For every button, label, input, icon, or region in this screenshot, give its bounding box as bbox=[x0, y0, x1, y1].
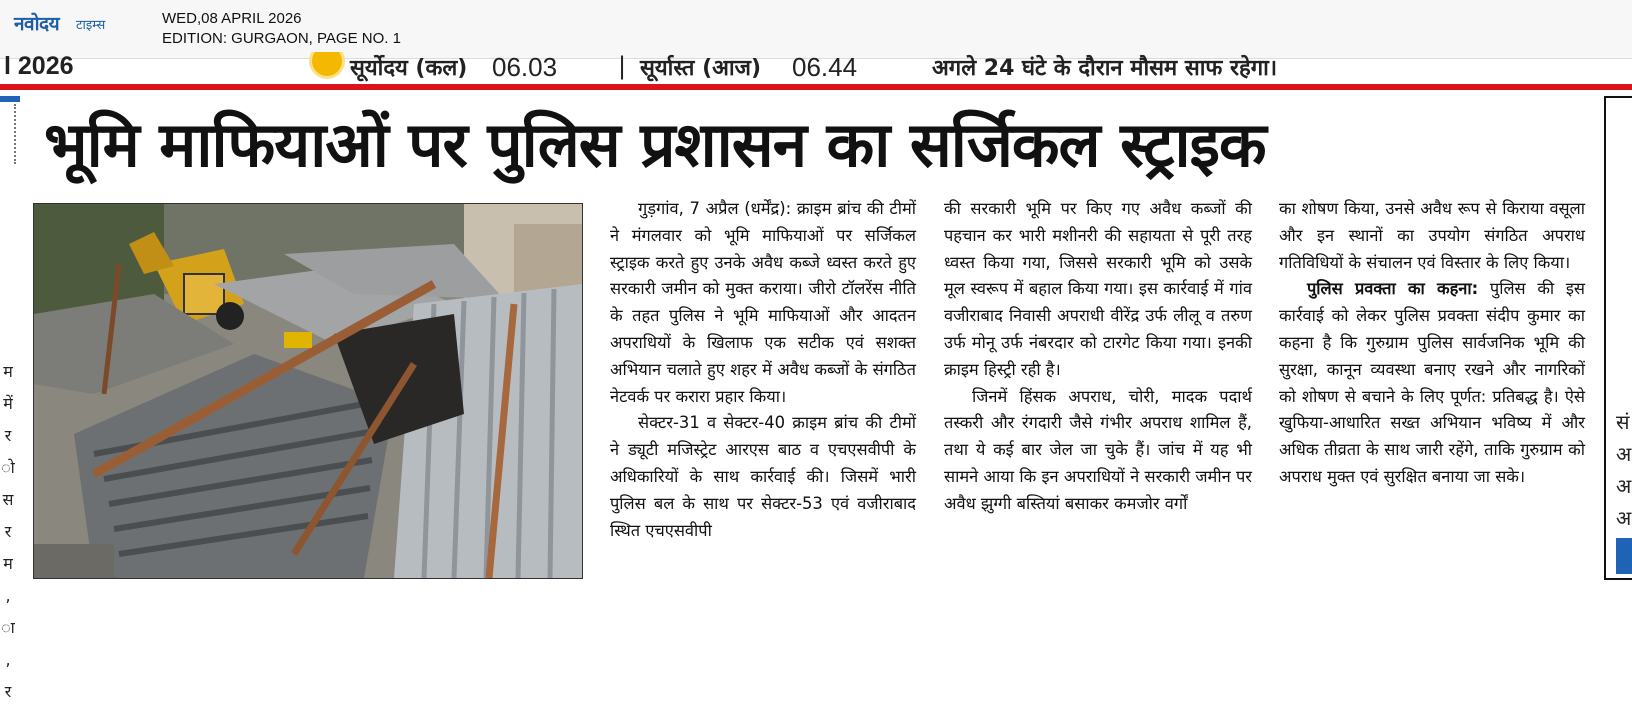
spokesperson-text: पुलिस की इस कार्रवाई को लेकर पुलिस प्रवक्ता संदीप कुमार का कहना है कि गुरुग्राम पुलिस सार्वजनिक भूमि की सुरक्षा, कानून व्यवस्था बनाए रखने और नागरिकों को शोषण से बचाने के लिए पूर्णत: प्रतिबद्ध है। ऐसे खुफिया-आधारित सख्त अभियान भविष्य में और अधिक तीव्रता के साथ जारी रहेंगे, ताकि गुरुग्राम को अपराध मुक्त एवं सुरक्षित बनाया जा सके। bbox=[1279, 279, 1586, 486]
masthead-strip bbox=[0, 52, 1632, 86]
sun-icon bbox=[312, 52, 342, 76]
sunrise-label: सूर्योदय (कल) bbox=[350, 56, 468, 81]
left-blue-marker bbox=[0, 96, 20, 102]
spokesperson-kicker: पुलिस प्रवक्ता का कहना: bbox=[1307, 279, 1479, 299]
left-dotted-rule bbox=[14, 104, 16, 164]
weather-note: अगले 24 घंटे के दौरान मौसम साफ रहेगा। bbox=[932, 56, 1278, 81]
red-divider bbox=[0, 84, 1632, 90]
sunset-time: 06.44 bbox=[792, 52, 858, 82]
demolition-photo[interactable] bbox=[33, 203, 583, 579]
sunrise-time: 06.03 bbox=[492, 52, 558, 82]
logo-main-text: नवोदय bbox=[14, 13, 60, 35]
viewer-header bbox=[0, 0, 1632, 59]
right-edge-text: सं अ अ अ bbox=[1616, 410, 1632, 530]
column3-paragraph-1: का शोषण किया, उनसे अवैध रूप से किराया वसूला और इन स्थानों का उपयोग संगठित अपराध गतिविधियों के संचालन एवं विस्तार के लिए किया। bbox=[1279, 199, 1585, 272]
edition-date: WED,08 APRIL 2026 bbox=[162, 10, 302, 27]
column1-paragraph-1: गुड़गांव, 7 अप्रैल (धर्मेंद्र): क्राइम ब्रांच की टीमों ने मंगलवार को भूमि माफियाओं पर सर्जिकल स्ट्राइक करते हुए उनके अवैध कब्जे ध्वस्त करते हुए सरकारी जमीन को मुक्त कराया। जीरो टॉलरेंस नीति के तहत पुलिस ने भूमि माफियाओं और आदतन अपराधियों के खिलाफ एक सटीक एवं सशक्त अभियान चलाते हुए शहर में अवैध कब्जों के संगठित नेटवर्क पर करारा प्रहार किया। bbox=[610, 199, 916, 406]
strip-year: l 2026 bbox=[4, 52, 74, 80]
column1-paragraph-2: सेक्टर-31 व सेक्टर-40 क्राइम ब्रांच की टीमों ने ड्यूटी मजिस्ट्रेट आरएस बाठ व एचएसवीपी के अधिकारियों के साथ कार्रवाई की। जिसमें भारी पुलिस बल के साथ पर सेक्टर-53 एवं वजीराबाद स्थित एचएसवीपी bbox=[610, 413, 916, 540]
article-column-3 bbox=[1279, 196, 1585, 491]
newspaper-logo[interactable] bbox=[14, 10, 140, 36]
sunset-label: सूर्यास्त (आज) bbox=[640, 56, 762, 81]
article-column-1 bbox=[610, 196, 916, 544]
left-edge-text: म में र ो स र म , ा , र bbox=[1, 362, 15, 701]
article-headline[interactable]: भूमि माफियाओं पर पुलिस प्रशासन का सर्जिकल स्ट्राइक bbox=[44, 108, 1266, 181]
left-neighbor-article bbox=[0, 96, 24, 701]
edition-page: EDITION: GURGAON, PAGE NO. 1 bbox=[162, 30, 401, 47]
column2-paragraph-1: की सरकारी भूमि पर किए गए अवैध कब्जों की पहचान कर भारी मशीनरी की सहायता से पूरी तरह ध्वस्त किया गया, जिससे सरकारी भूमि को उसके मूल स्वरूप में बहाल किया गया। इस कार्रवाई में गांव वजीराबाद निवासी अपराधी वीरेंद्र उर्फ लीलू व तरुण उर्फ मोनू उर्फ नंबरदार को टारगेट किया गया। इनकी क्राइम हिस्ट्री रही है। bbox=[944, 199, 1252, 379]
strip-divider: | bbox=[618, 52, 627, 80]
right-blue-marker bbox=[1616, 538, 1632, 574]
right-neighbor-article bbox=[1604, 96, 1632, 589]
column3-paragraph-2 bbox=[1279, 276, 1585, 490]
column2-paragraph-2: जिनमें हिंसक अपराध, चोरी, मादक पदार्थ तस्करी और रंगदारी जैसे गंभीर अपराध शामिल हैं, तथा ये कई बार जेल जा चुके हैं। जांच में यह भी सामने आया कि इन अपराधियों ने सरकारी जमीन पर अवैध झुग्गी बस्तियां बसाकर कमजोर वर्गों bbox=[944, 386, 1252, 513]
logo-sub-text: टाइम्स bbox=[76, 18, 106, 33]
article-column-2 bbox=[944, 196, 1252, 518]
demolition-photo-image bbox=[34, 204, 582, 578]
edition-info bbox=[162, 9, 401, 49]
